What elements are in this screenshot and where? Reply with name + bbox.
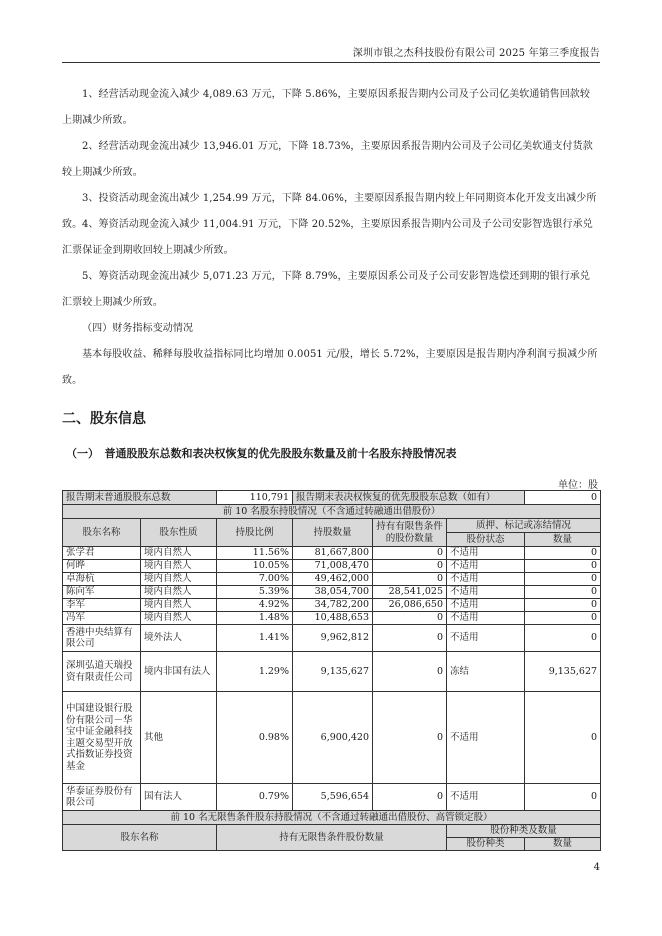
holder-ratio: 0.79%	[217, 784, 293, 811]
table-row	[63, 784, 601, 811]
preferred-holders-label: 报告期末表决权恢复的优先股股东总数（如有）	[293, 491, 525, 505]
holder-amount: 0	[525, 612, 601, 625]
holder-restricted: 28,541,025	[373, 586, 447, 599]
col-header-restricted: 持有有限售条件的股份数量	[373, 519, 447, 547]
unrestricted-title: 前 10 名无限售条件股东持股情况（不含通过转融通出借股份、高管锁定股）	[63, 811, 601, 825]
subsection-title-shareholder-table: （一） 普通股股东总数和表决权恢复的优先股股东数量及前十名股东持股情况表	[66, 447, 457, 460]
holder-ratio: 1.41%	[217, 625, 293, 652]
holder-nature: 境内自然人	[141, 560, 217, 573]
holder-status: 不适用	[447, 586, 525, 599]
holder-name: 李军	[63, 599, 141, 612]
holder-ratio: 1.29%	[217, 652, 293, 692]
unrestricted-col-type: 股份种类	[447, 838, 525, 851]
holder-quantity: 5,596,654	[293, 784, 373, 811]
holder-status: 不适用	[447, 625, 525, 652]
table-row	[63, 547, 601, 560]
holder-nature: 境内自然人	[141, 573, 217, 586]
table-row	[63, 625, 601, 652]
table-row	[63, 586, 601, 599]
unrestricted-col-name: 股东名称	[63, 825, 217, 851]
holder-name: 卓海杭	[63, 573, 141, 586]
holder-name: 何晔	[63, 560, 141, 573]
holder-name: 陈向军	[63, 586, 141, 599]
holder-nature: 境内非国有法人	[141, 652, 217, 692]
top10-title: 前 10 名股东持股情况（不含通过转融通出借股份）	[63, 505, 601, 519]
col-header-amount: 数量	[525, 533, 601, 547]
summary-row	[63, 491, 601, 505]
holder-nature: 境内自然人	[141, 547, 217, 560]
holder-restricted: 0	[373, 573, 447, 586]
table-row	[63, 599, 601, 612]
holder-nature: 国有法人	[141, 784, 217, 811]
holder-status: 冻结	[447, 652, 525, 692]
holder-amount: 0	[525, 573, 601, 586]
holder-nature: 境内自然人	[141, 599, 217, 612]
holder-nature: 其他	[141, 692, 217, 784]
table-row	[63, 573, 601, 586]
holder-status: 不适用	[447, 547, 525, 560]
holder-amount: 9,135,627	[525, 652, 601, 692]
holder-name: 中国建设银行股份有限公司－华宝中证金融科技主题交易型开放式指数证券投资基金	[63, 692, 141, 784]
paragraph-investing-outflow: 3、投资活动现金流出减少 1,254.99 万元，下降 84.06%，主要原因系报告期内较上年同期资本化开发支出减少所致。	[62, 193, 597, 230]
preferred-holders-value: 0	[525, 491, 601, 505]
holder-restricted: 0	[373, 547, 447, 560]
col-header-quantity: 持股数量	[293, 519, 373, 547]
col-header-name: 股东名称	[63, 519, 141, 547]
table-row	[63, 560, 601, 573]
paragraph-eps: 基本每股收益、稀释每股收益指标同比均增加 0.0051 元/股，增长 5.72%，主要原因是报告期内净利润亏损减少所致。	[62, 349, 598, 386]
holder-status: 不适用	[447, 784, 525, 811]
unrestricted-col-quantity: 持有无限售条件股份数量	[217, 825, 447, 851]
holder-amount: 0	[525, 547, 601, 560]
paragraph-financing-inflow: 4、筹资活动现金流入减少 11,004.91 万元，下降 20.52%，主要原因系报告期内公司及子公司安影智选银行承兑汇票保证金到期收回较上期减少所致。	[62, 219, 593, 256]
holder-status: 不适用	[447, 560, 525, 573]
holder-quantity: 49,462,000	[293, 573, 373, 586]
holder-ratio: 5.39%	[217, 586, 293, 599]
holder-quantity: 9,962,812	[293, 625, 373, 652]
holder-restricted: 0	[373, 692, 447, 784]
holder-name: 香港中央结算有限公司	[63, 625, 141, 652]
holder-restricted: 0	[373, 652, 447, 692]
shareholder-table	[62, 490, 601, 851]
col-header-nature: 股东性质	[141, 519, 217, 547]
holder-status: 不适用	[447, 573, 525, 586]
holder-amount: 0	[525, 784, 601, 811]
holder-nature: 境内自然人	[141, 612, 217, 625]
header-divider	[62, 62, 600, 63]
holder-ratio: 4.92%	[217, 599, 293, 612]
col-header-ratio: 持股比例	[217, 519, 293, 547]
table-row	[63, 612, 601, 625]
holder-quantity: 10,488,653	[293, 612, 373, 625]
holder-ratio: 7.00%	[217, 573, 293, 586]
holder-amount: 0	[525, 599, 601, 612]
holder-amount: 0	[525, 586, 601, 599]
holder-quantity: 71,008,470	[293, 560, 373, 573]
holder-quantity: 9,135,627	[293, 652, 373, 692]
holder-quantity: 34,782,200	[293, 599, 373, 612]
holder-amount: 0	[525, 625, 601, 652]
section-title-shareholders: 二、股东信息	[62, 411, 146, 427]
unit-label: 单位：股	[558, 480, 598, 491]
holder-status: 不适用	[447, 612, 525, 625]
holder-nature: 境内自然人	[141, 586, 217, 599]
holder-amount: 0	[525, 692, 601, 784]
holder-restricted: 26,086,650	[373, 599, 447, 612]
total-holders-value: 110,791	[217, 491, 293, 505]
holder-status: 不适用	[447, 692, 525, 784]
unrestricted-col-amount: 数量	[525, 838, 601, 851]
holder-ratio: 10.05%	[217, 560, 293, 573]
holder-name: 张学君	[63, 547, 141, 560]
holder-quantity: 38,054,700	[293, 586, 373, 599]
paragraph-operating-outflow: 2、经营活动现金流出减少 13,946.01 万元，下降 18.73%，主要原因系报告期内公司及子公司亿美软通支付货款较上期减少所致。	[62, 141, 593, 178]
holder-nature: 境外法人	[141, 625, 217, 652]
holder-restricted: 0	[373, 784, 447, 811]
holder-name: 华泰证券股份有限公司	[63, 784, 141, 811]
holder-ratio: 11.56%	[217, 547, 293, 560]
holder-quantity: 6,900,420	[293, 692, 373, 784]
holder-restricted: 0	[373, 612, 447, 625]
holder-name: 深圳弘道天瑞投资有限责任公司	[63, 652, 141, 692]
report-header-title: 深圳市银之杰科技股份有限公司 2025 年第三季度报告	[352, 48, 600, 59]
page-number: 4	[593, 862, 600, 873]
unrestricted-col-type-group: 股份种类及数量	[447, 825, 601, 838]
paragraph-operating-inflow: 1、经营活动现金流入减少 4,089.63 万元，下降 5.86%，主要原因系报告期内公司及子公司亿美软通销售回款较上期减少所致。	[62, 89, 590, 126]
holder-ratio: 1.48%	[217, 612, 293, 625]
holder-restricted: 0	[373, 625, 447, 652]
holder-amount: 0	[525, 560, 601, 573]
holder-status: 不适用	[447, 599, 525, 612]
paragraph-financing-outflow: 5、筹资活动现金流出减少 5,071.23 万元，下降 8.79%，主要原因系公司及子公司安影智选偿还到期的银行承兑汇票较上期减少所致。	[62, 271, 590, 308]
total-holders-label: 报告期末普通股股东总数	[63, 491, 217, 505]
holder-quantity: 81,667,800	[293, 547, 373, 560]
holder-restricted: 0	[373, 560, 447, 573]
col-header-pledge-group: 质押、标记或冻结情况	[447, 519, 601, 533]
holder-ratio: 0.98%	[217, 692, 293, 784]
table-row	[63, 692, 601, 784]
heading-financial-indicators: （四）财务指标变动情况	[82, 323, 194, 334]
table-row	[63, 652, 601, 692]
holder-name: 冯军	[63, 612, 141, 625]
col-header-status: 股份状态	[447, 533, 525, 547]
